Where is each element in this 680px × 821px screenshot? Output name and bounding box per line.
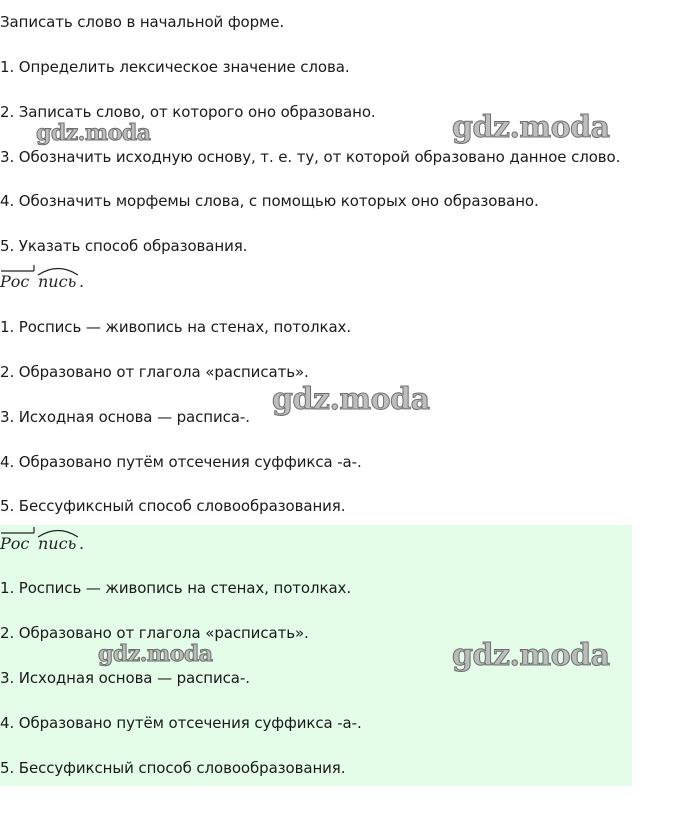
prefix-text: Рос [0,272,30,291]
parse-2-line-5: 5. Бессуфиксный способ словообразования. [0,759,346,777]
parse-1-line-4: 4. Образовано путём отсечения суффикса -а-. [0,453,362,471]
parse-2-line-3: 3. Исходная основа — расписа-. [0,669,250,687]
watermark-logo: gdz.moda [452,110,610,145]
word-morpheme-parse-2 [0,524,110,554]
prefix-text: Рос [0,534,30,553]
parse-1-line-5: 5. Бессуфиксный способ словообразования. [0,497,346,515]
root-text: пись [38,272,77,291]
instruction-step-2: 2. Записать слово, от которого оно образовано. [0,103,376,121]
instruction-step-1: 1. Определить лексическое значение слова. [0,58,350,76]
watermark-logo: gdz.moda [452,638,610,673]
parse-2-line-2: 2. Образовано от глагола «расписать». [0,624,309,642]
root-text: пись [38,534,77,553]
watermark-logo: gdz.moda [272,382,430,417]
parse-2-line-1: 1. Роспись — живопись на стенах, потолках. [0,579,351,597]
parse-1-line-1: 1. Роспись — живопись на стенах, потолках. [0,318,351,336]
word-morpheme-parse-1 [0,262,110,292]
end-text: . [79,272,85,291]
instruction-step-5: 5. Указать способ образования. [0,237,248,255]
parse-2-line-4: 4. Образовано путём отсечения суффикса -а-. [0,714,362,732]
instruction-step-4: 4. Обозначить морфемы слова, с помощью которых оно образовано. [0,192,539,210]
watermark-logo: gdz.moda [36,120,151,146]
parse-1-line-2: 2. Образовано от глагола «расписать». [0,363,309,381]
instruction-step-3: 3. Обозначить исходную основу, т. е. ту, от которой образовано данное слово. [0,148,621,166]
end-text: . [79,534,85,553]
parse-1-line-3: 3. Исходная основа — расписа-. [0,408,250,426]
watermark-logo: gdz.moda [98,641,213,667]
instructions-title: Записать слово в начальной форме. [0,13,285,31]
